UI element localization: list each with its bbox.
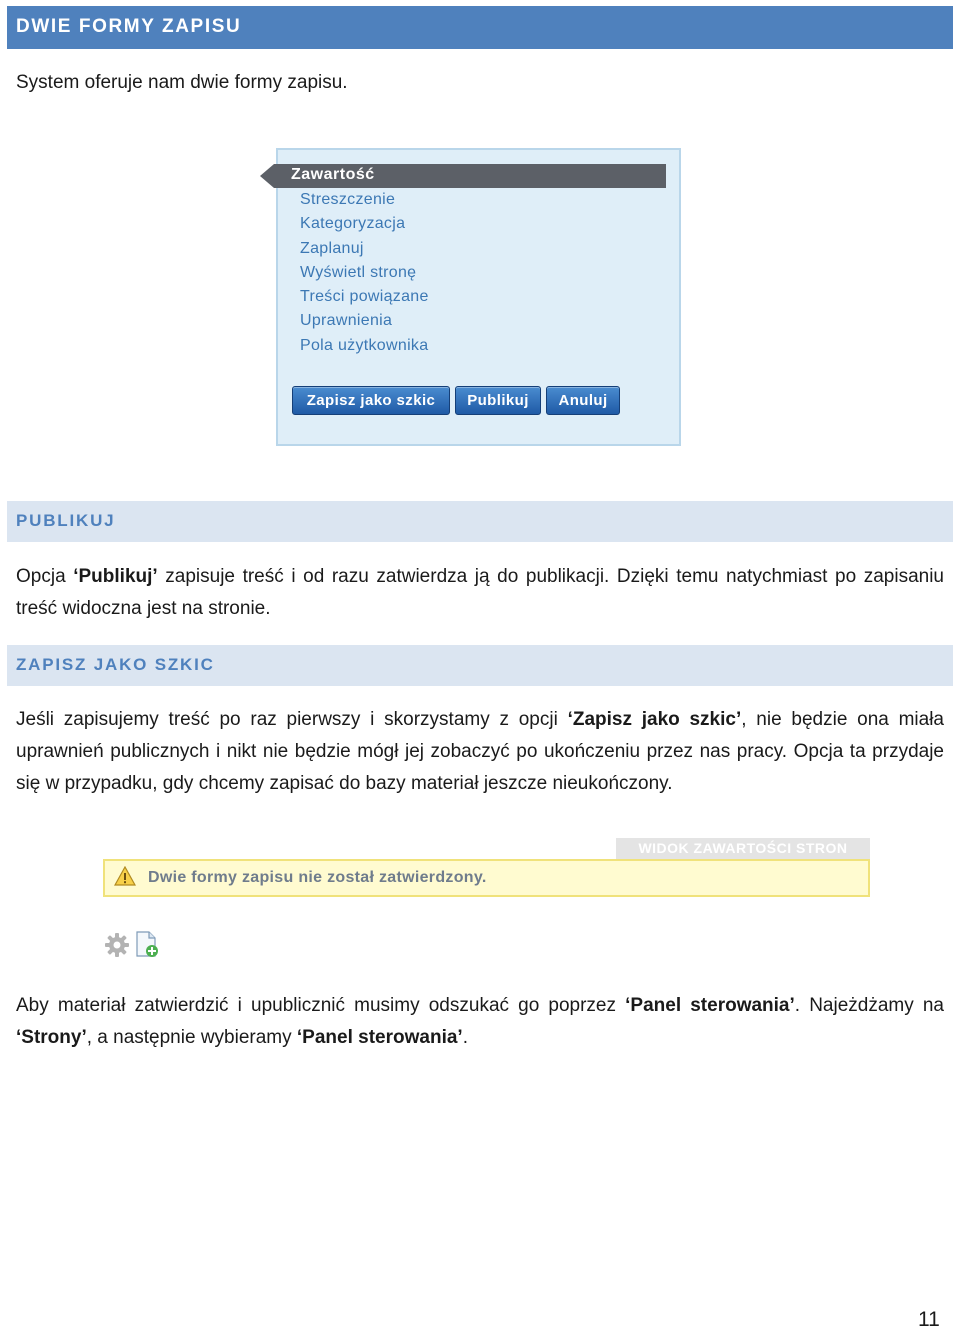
text: , nie będzie ona miała uprawnień publicznych i nikt nie będzie mógł jej zobaczyć po ukończeniu przez nas pracy. Opcja ta przydaje się w przypadku, gdy chcemy zapisać do bazy materiał jeszcze nieukończony. (16, 709, 944, 794)
closing-paragraph (16, 990, 944, 1054)
page-number: 11 (918, 1308, 940, 1329)
main-heading: DWIE FORMY ZAPISU (16, 16, 242, 37)
text: zapisuje treść i od razu zatwierdza ją do publikacji. Dzięki temu natychmiast po zapisaniu treść widoczna jest na stronie. (16, 566, 945, 619)
menu-item-categorization[interactable]: Kategoryzacja (300, 215, 406, 232)
menu-item-related-content[interactable]: Treści powiązane (300, 288, 429, 305)
text: Aby materiał zatwierdzić i upublicznić musimy odszukać go poprzez (16, 995, 626, 1016)
text: . (462, 1027, 468, 1048)
text: Opcja (16, 566, 74, 587)
section-heading-publish: PUBLIKUJ (16, 511, 116, 530)
section-heading-bar-draft (7, 645, 953, 686)
bold-text: ‘Panel sterowania’ (296, 1027, 463, 1048)
publish-paragraph (16, 561, 944, 625)
warning-message: Dwie formy zapisu nie został zatwierdzony. (148, 869, 487, 886)
cancel-button[interactable]: Anuluj (546, 386, 620, 415)
panel-title: Zawartość (291, 166, 375, 183)
intro-paragraph: System oferuje nam dwie formy zapisu. (16, 72, 348, 93)
bold-text: ‘Publikuj’ (73, 566, 158, 587)
menu-item-permissions[interactable]: Uprawnienia (300, 312, 393, 329)
bold-text: ‘Zapisz jako szkic’ (567, 709, 742, 730)
bold-text: ‘Panel sterowania’ (625, 995, 795, 1016)
text: Jeśli zapisujemy treść po raz pierwszy i skorzystamy z opcji (16, 709, 568, 730)
content-view-label: WIDOK ZAWARTOŚCI STRON (616, 838, 870, 859)
warning-icon (114, 866, 136, 886)
menu-item-summary[interactable]: Streszczenie (300, 191, 396, 208)
section-heading-bar-publish (7, 501, 953, 542)
menu-item-view-page[interactable]: Wyświetl stronę (300, 264, 417, 281)
panel-header-arrow (260, 164, 274, 188)
save-draft-button[interactable]: Zapisz jako szkic (292, 386, 450, 415)
add-page-icon[interactable] (135, 931, 159, 958)
menu-item-schedule[interactable]: Zaplanuj (300, 240, 364, 257)
publish-button[interactable]: Publikuj (455, 386, 541, 415)
text: . Najeżdżamy na (794, 995, 944, 1016)
text: , a następnie wybieramy (86, 1027, 297, 1048)
draft-paragraph (16, 704, 944, 800)
gear-icon[interactable] (104, 932, 130, 958)
bold-text: ‘Strony’ (16, 1027, 87, 1048)
section-heading-draft: ZAPISZ JAKO SZKIC (16, 655, 215, 674)
menu-item-user-fields[interactable]: Pola użytkownika (300, 337, 429, 354)
main-heading-bar (7, 6, 953, 49)
